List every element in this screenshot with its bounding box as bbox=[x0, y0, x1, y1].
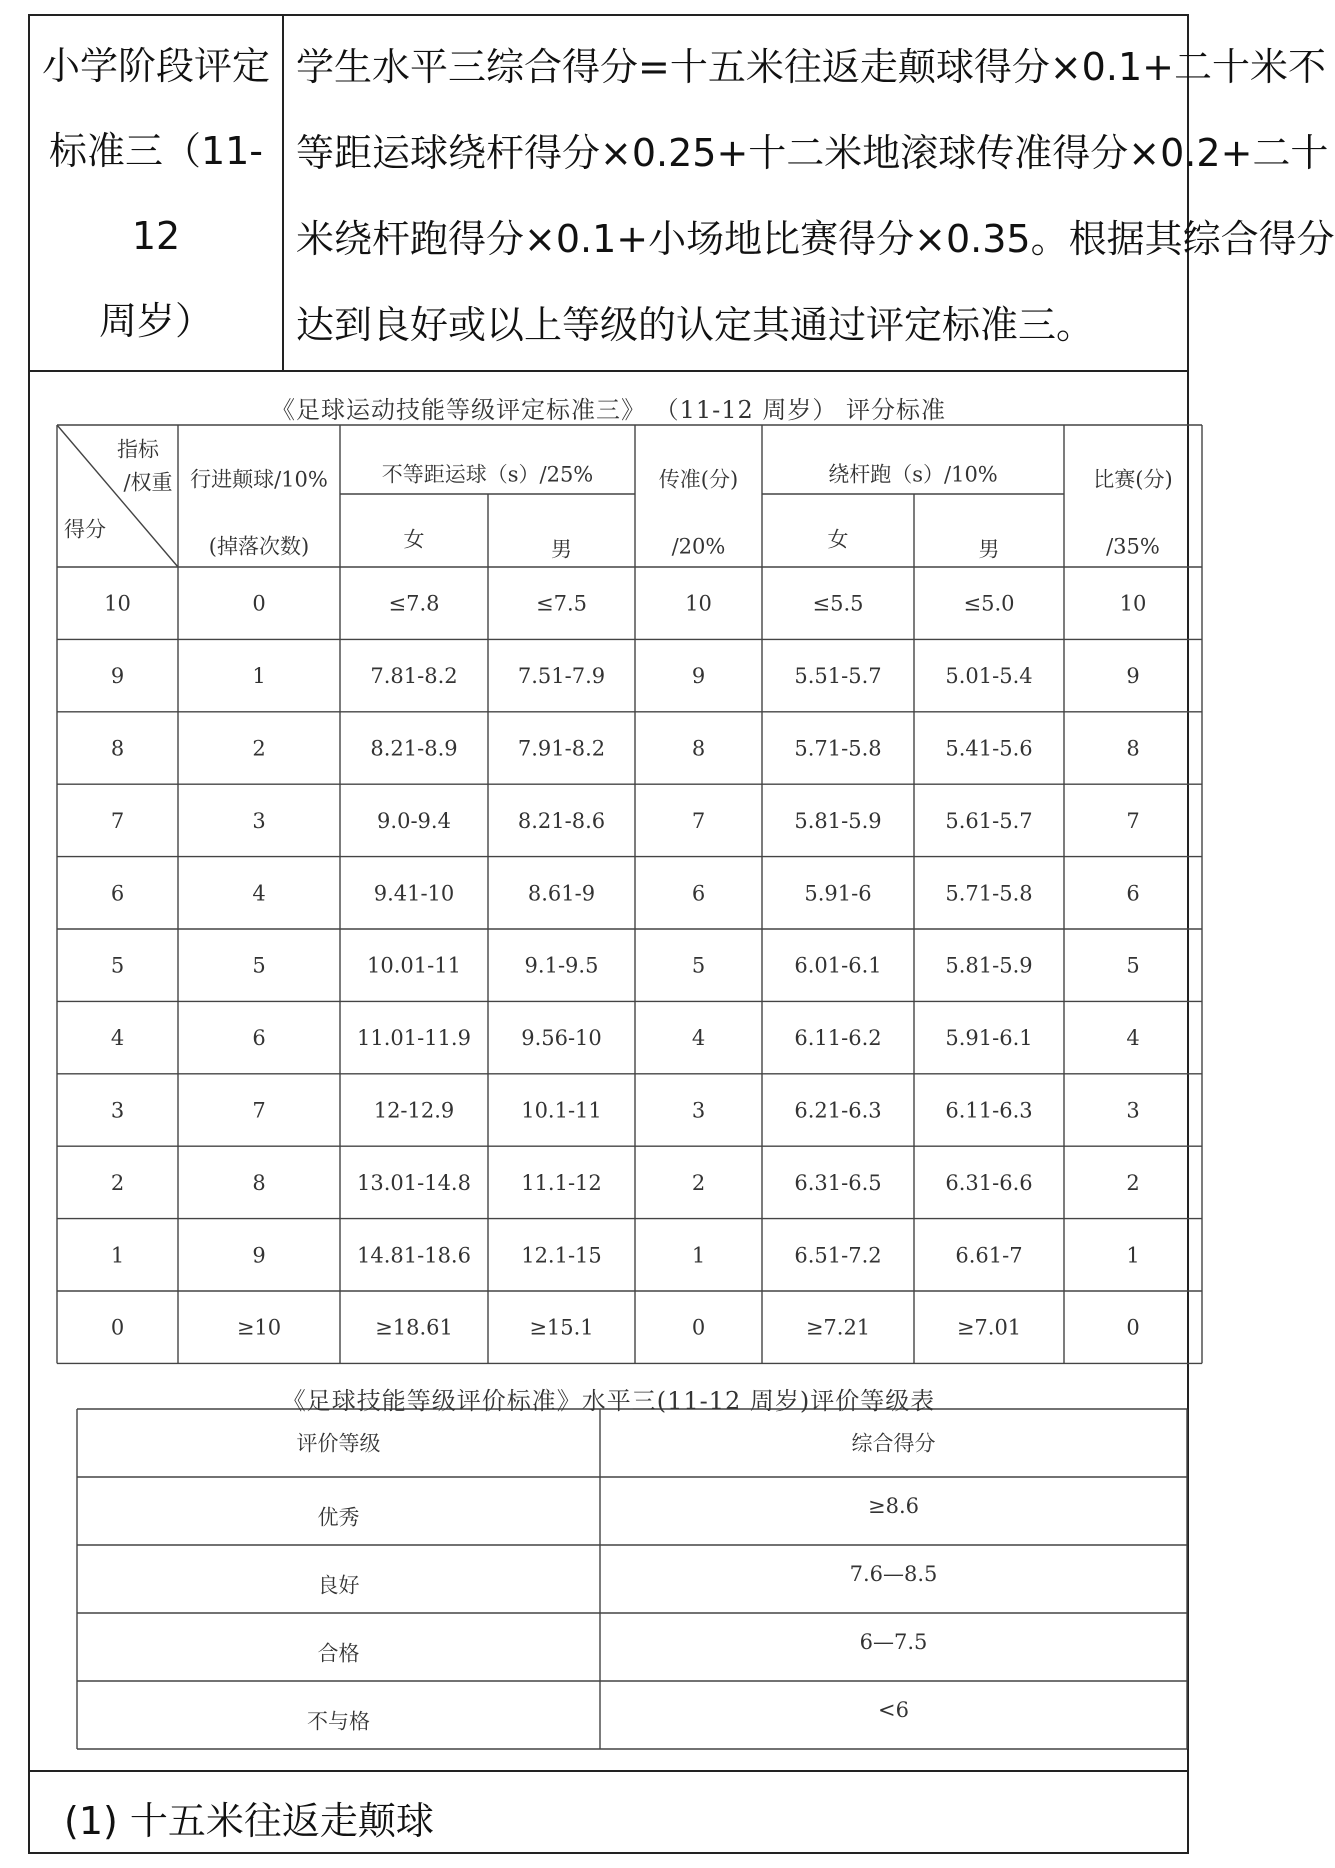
score-table-cell: ≥18.61 bbox=[375, 1315, 453, 1340]
score-table-cell: 2 bbox=[252, 736, 266, 761]
description-line: 米绕杆跑得分×0.1+小场地比赛得分×0.35。根据其综合得分 bbox=[296, 217, 1335, 261]
score-table-cell: 9.56-10 bbox=[521, 1026, 602, 1051]
scanned-tables-figure bbox=[30, 16, 1187, 1756]
score-table-cell: 0 bbox=[252, 591, 266, 616]
header-diag-score-label: 得分 bbox=[64, 517, 106, 542]
score-table-cell: ≥7.21 bbox=[805, 1315, 871, 1340]
score-table-cell: 10 bbox=[104, 591, 131, 616]
score-table-cell: 7.81-8.2 bbox=[370, 664, 458, 689]
score-table-cell: 1 bbox=[252, 664, 266, 689]
score-table-cell: 12.1-15 bbox=[521, 1243, 602, 1268]
score-table-cell: 8.61-9 bbox=[527, 881, 596, 906]
standard-label-line: 周岁） bbox=[98, 299, 213, 343]
score-table-cell: 7.51-7.9 bbox=[517, 664, 606, 689]
score-table-cell: 5.01-5.4 bbox=[945, 664, 1033, 689]
score-table-cell: 6.51-7.2 bbox=[794, 1243, 882, 1268]
score-table-cell: 7 bbox=[691, 808, 706, 833]
score-table-cell: ≥10 bbox=[236, 1315, 282, 1340]
score-table-cell: 11.1-12 bbox=[521, 1170, 602, 1195]
score-table-cell: 7 bbox=[252, 1098, 266, 1123]
score-table-cell: 5 bbox=[691, 953, 706, 978]
score-table-cell: 5.91-6 bbox=[804, 881, 872, 906]
score-table-cell: 3 bbox=[252, 808, 266, 833]
header-pole-run: 绕杆跑（s）/10% bbox=[828, 462, 998, 487]
score-table-cell: 6.31-6.5 bbox=[794, 1170, 882, 1195]
header-match: 比赛(分) bbox=[1093, 467, 1173, 492]
score-table-cell: 8 bbox=[691, 736, 706, 761]
score-table-cell: 5.81-5.9 bbox=[794, 808, 882, 833]
grade-score-cell: <6 bbox=[878, 1698, 909, 1723]
description-line: 等距运球绕杆得分×0.25+十二米地滚球传准得分×0.2+二十 bbox=[296, 131, 1329, 175]
score-table-cell: 10.01-11 bbox=[367, 953, 461, 978]
score-table-cell: 5.71-5.8 bbox=[794, 736, 882, 761]
score-table-cell: 3 bbox=[691, 1098, 706, 1123]
score-table-cell: 8 bbox=[110, 736, 125, 761]
score-table-cell: 9 bbox=[1126, 664, 1140, 689]
score-table-cell: 7.91-8.2 bbox=[517, 736, 606, 761]
score-table-cell: 1 bbox=[691, 1243, 706, 1268]
grade-level-cell: 优秀 bbox=[317, 1505, 360, 1530]
header-slalom-run: 不等距运球（s）/25% bbox=[381, 462, 594, 487]
score-table-cell: 6.31-6.6 bbox=[945, 1170, 1033, 1195]
grade-table-header: 综合得分 bbox=[851, 1431, 936, 1456]
score-table-cell: 2 bbox=[1126, 1170, 1140, 1195]
description-line: 达到良好或以上等级的认定其通过评定标准三。 bbox=[296, 303, 1095, 347]
score-table-cell: 2 bbox=[110, 1170, 125, 1195]
score-table-cell: 9 bbox=[110, 664, 125, 689]
score-table-cell: 9 bbox=[691, 664, 706, 689]
score-table-cell: 8.21-8.6 bbox=[517, 808, 606, 833]
score-table-cell: ≤7.5 bbox=[536, 591, 587, 616]
score-table-cell: ≥7.01 bbox=[956, 1315, 1022, 1340]
score-table-cell: 2 bbox=[691, 1170, 706, 1195]
score-table-cell: 1 bbox=[110, 1243, 125, 1268]
score-table-cell: 5.91-6.1 bbox=[945, 1026, 1033, 1051]
grade-level-cell: 良好 bbox=[317, 1573, 360, 1598]
score-table-cell: ≤5.5 bbox=[812, 591, 864, 616]
header-diag-weight-label: /权重 bbox=[123, 470, 173, 495]
scoring-table-title: 《足球运动技能等级评定标准三》 （11-12 周岁） 评分标准 bbox=[270, 396, 947, 424]
score-table-cell: 5.71-5.8 bbox=[945, 881, 1033, 906]
grade-table-title: 《足球技能等级评价标准》水平三(11-12 周岁)评价等级表 bbox=[281, 1387, 936, 1415]
score-table-cell: 6.11-6.2 bbox=[794, 1026, 882, 1051]
score-table-cell: 5.81-5.9 bbox=[945, 953, 1033, 978]
score-table-cell: 10.1-11 bbox=[521, 1098, 602, 1123]
score-table-cell: 4 bbox=[1126, 1026, 1140, 1051]
score-table-cell: 10 bbox=[1119, 591, 1147, 616]
score-table-cell: 4 bbox=[252, 881, 266, 906]
score-table-cell: 5.51-5.7 bbox=[794, 664, 882, 689]
section-heading: (1) 十五米往返走颠球 bbox=[64, 1799, 434, 1843]
score-table-cell: 4 bbox=[691, 1026, 706, 1051]
score-table-cell: 6 bbox=[110, 881, 125, 906]
grade-score-cell: 6—7.5 bbox=[859, 1630, 928, 1655]
description-line: 学生水平三综合得分=十五米往返走颠球得分×0.1+二十米不 bbox=[296, 45, 1326, 89]
standard-label-line: 标准三（11-12 bbox=[48, 129, 264, 258]
score-table-cell: 4 bbox=[110, 1026, 125, 1051]
header-pole-male: 男 bbox=[978, 537, 1000, 562]
score-table-cell: 10 bbox=[685, 591, 712, 616]
score-table-cell: 5 bbox=[110, 953, 125, 978]
score-table-cell: 5 bbox=[1126, 953, 1140, 978]
score-table-cell: 6 bbox=[252, 1026, 266, 1051]
score-table-cell: 0 bbox=[110, 1315, 125, 1340]
document-frame bbox=[28, 14, 1335, 1854]
header-slalom-male: 男 bbox=[551, 537, 572, 562]
score-table-cell: 6 bbox=[1126, 881, 1140, 906]
score-table-cell: 7 bbox=[110, 808, 125, 833]
grade-level-cell: 合格 bbox=[317, 1641, 360, 1666]
score-table-cell: 6.61-7 bbox=[955, 1243, 1023, 1268]
standard-label-line: 小学阶段评定 bbox=[41, 44, 270, 88]
score-table-cell: 3 bbox=[1126, 1098, 1140, 1123]
score-table-cell: ≤7.8 bbox=[388, 591, 440, 616]
score-table-cell: 5 bbox=[252, 953, 266, 978]
score-table-cell: 9.1-9.5 bbox=[524, 953, 599, 978]
score-table-cell: ≥15.1 bbox=[529, 1315, 594, 1340]
score-table-cell: 13.01-14.8 bbox=[357, 1170, 471, 1195]
score-table-cell: 8.21-8.9 bbox=[370, 736, 458, 761]
score-table-cell: 12-12.9 bbox=[373, 1098, 455, 1123]
grade-score-cell: 7.6—8.5 bbox=[849, 1562, 938, 1587]
score-table-cell: ≤5.0 bbox=[963, 591, 1015, 616]
score-table-cell: 0 bbox=[1126, 1315, 1140, 1340]
score-table-cell: 6 bbox=[691, 881, 706, 906]
section-heading-row bbox=[30, 1770, 1187, 1854]
header-dribble: 行进颠球/10% bbox=[190, 467, 328, 492]
score-table-cell: 9.41-10 bbox=[373, 881, 455, 906]
grade-score-cell: ≥8.6 bbox=[868, 1494, 919, 1519]
header-pass-sub: /20% bbox=[671, 534, 726, 559]
score-table-cell: 0 bbox=[691, 1315, 706, 1340]
score-table-cell: 6.01-6.1 bbox=[794, 953, 882, 978]
header-pass: 传准(分) bbox=[658, 467, 739, 492]
grade-table-header: 评价等级 bbox=[296, 1431, 381, 1456]
score-table-cell: 11.01-11.9 bbox=[357, 1026, 471, 1051]
header-match-sub: /35% bbox=[1106, 534, 1160, 559]
score-table-cell: 5.41-5.6 bbox=[945, 736, 1033, 761]
score-table-cell: 3 bbox=[110, 1098, 125, 1123]
score-table-cell: 9 bbox=[252, 1243, 266, 1268]
score-table-cell: 8 bbox=[1126, 736, 1140, 761]
score-table-cell: 9.0-9.4 bbox=[377, 808, 451, 833]
score-table-cell: 5.61-5.7 bbox=[945, 808, 1033, 833]
header-slalom-female: 女 bbox=[403, 527, 425, 552]
score-table-cell: 6.11-6.3 bbox=[945, 1098, 1033, 1123]
score-table-cell: 6.21-6.3 bbox=[794, 1098, 882, 1123]
header-diag-top-label: 指标 bbox=[117, 437, 159, 462]
score-table-cell: 1 bbox=[1126, 1243, 1140, 1268]
grade-level-cell: 不与格 bbox=[307, 1709, 370, 1734]
header-dribble-sub: (掉落次数) bbox=[208, 534, 310, 559]
header-pole-female: 女 bbox=[827, 527, 849, 552]
score-table-cell: 7 bbox=[1126, 808, 1140, 833]
score-table-cell: 8 bbox=[252, 1170, 266, 1195]
score-table-cell: 14.81-18.6 bbox=[357, 1243, 471, 1268]
